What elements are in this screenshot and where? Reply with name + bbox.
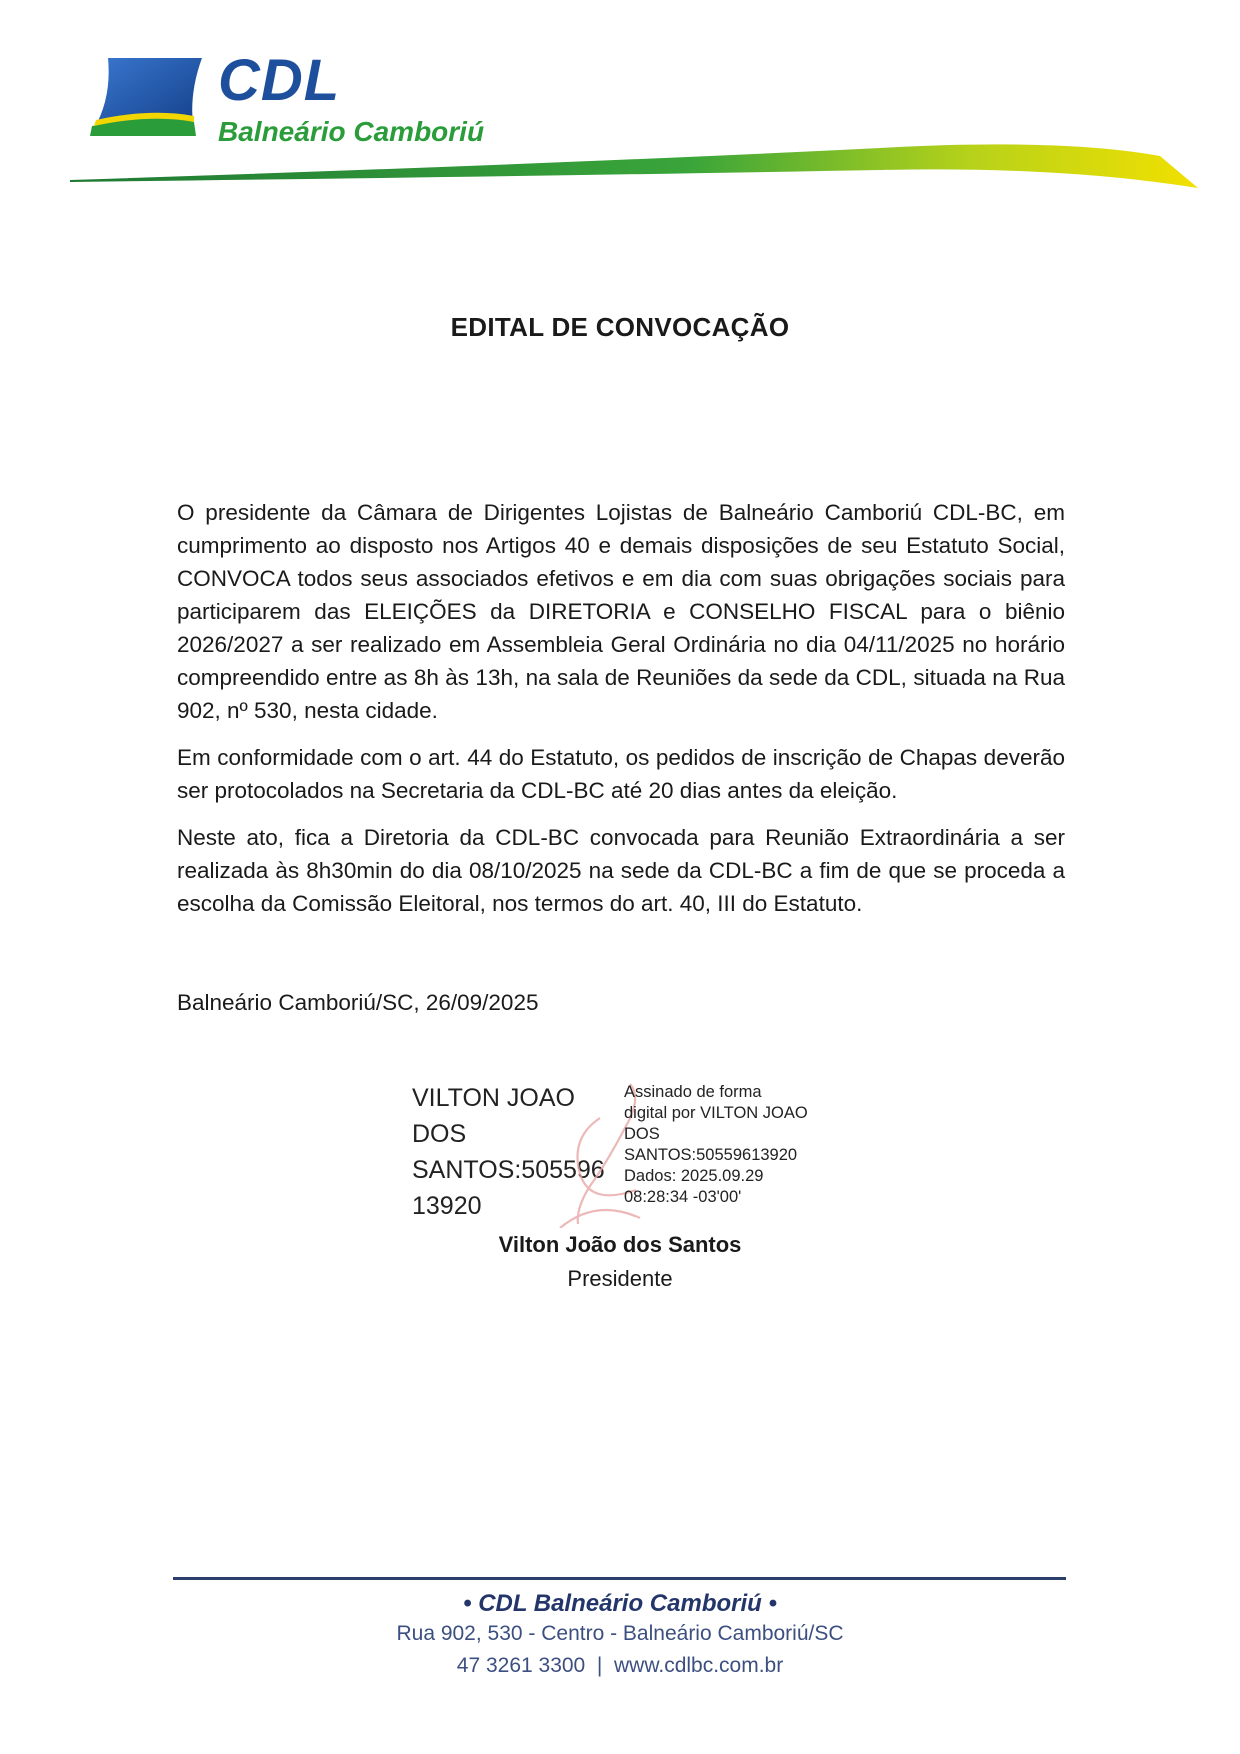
footer-address: Rua 902, 530 - Centro - Balneário Camboriú/SC — [396, 1622, 844, 1645]
paragraph-extraordinary-meeting: Neste ato, fica a Diretoria da CDL-BC convocada para Reunião Extraordinária a ser realizada às 8h30min do dia 08/10/2025 na sede da CDL-BC a fim de que se proceda a escolha da Comissão Eleitoral, nos termos do art. 40, III do Estatuto. — [177, 825, 1065, 916]
logo-subtitle: Balneário Camboriú — [218, 116, 485, 147]
signer-role: Presidente — [567, 1266, 673, 1291]
footer-organization: • CDL Balneário Camboriú • — [463, 1590, 777, 1617]
signature-details: Assinado de forma digital por VILTON JOAO DOS SANTOS:50559613920 Dados: 2025.09.29 08:28:34 -03'00' — [624, 1083, 808, 1206]
digital-signature — [410, 1080, 850, 1240]
footer-divider — [173, 1577, 1066, 1580]
brand-swoosh-icon — [60, 130, 1200, 190]
paragraph-convocation: O presidente da Câmara de Dirigentes Lojistas de Balneário Camboriú CDL-BC, em cumprimento ao disposto nos Artigos 40 e demais disposições de seu Estatuto Social, CONVOCA todos seus associados efetivos e em dia com suas obrigações sociais para participarem das ELEIÇÕES da DIRETORIA e CONSELHO FISCAL para o biênio 2026/2027 a ser realizado em Assembleia Geral Ordinária no dia 04/11/2025 no horário compreendido entre as 8h às 13h, na sala de Reuniões da sede da CDL, situada na Rua 902, nº 530, nesta cidade. — [177, 500, 1065, 723]
document-body — [177, 496, 1065, 934]
signature-name: VILTON JOAO DOS SANTOS:505596 13920 — [412, 1084, 605, 1220]
signer-name: Vilton João dos Santos — [498, 1232, 742, 1257]
place-date: Balneário Camboriú/SC, 26/09/2025 — [177, 990, 539, 1015]
paragraph-registration: Em conformidade com o art. 44 do Estatuto, os pedidos de inscrição de Chapas deverão ser protocolados na Secretaria da CDL-BC até 20 dias antes da eleição. — [177, 745, 1065, 803]
cdl-logo-icon — [90, 56, 210, 138]
document-title: EDITAL DE CONVOCAÇÃO — [450, 312, 790, 342]
letterhead — [60, 50, 1200, 190]
footer-contact: 47 3261 3300 | www.cdlbc.com.br — [456, 1654, 784, 1677]
logo-title: CDL — [218, 48, 341, 113]
